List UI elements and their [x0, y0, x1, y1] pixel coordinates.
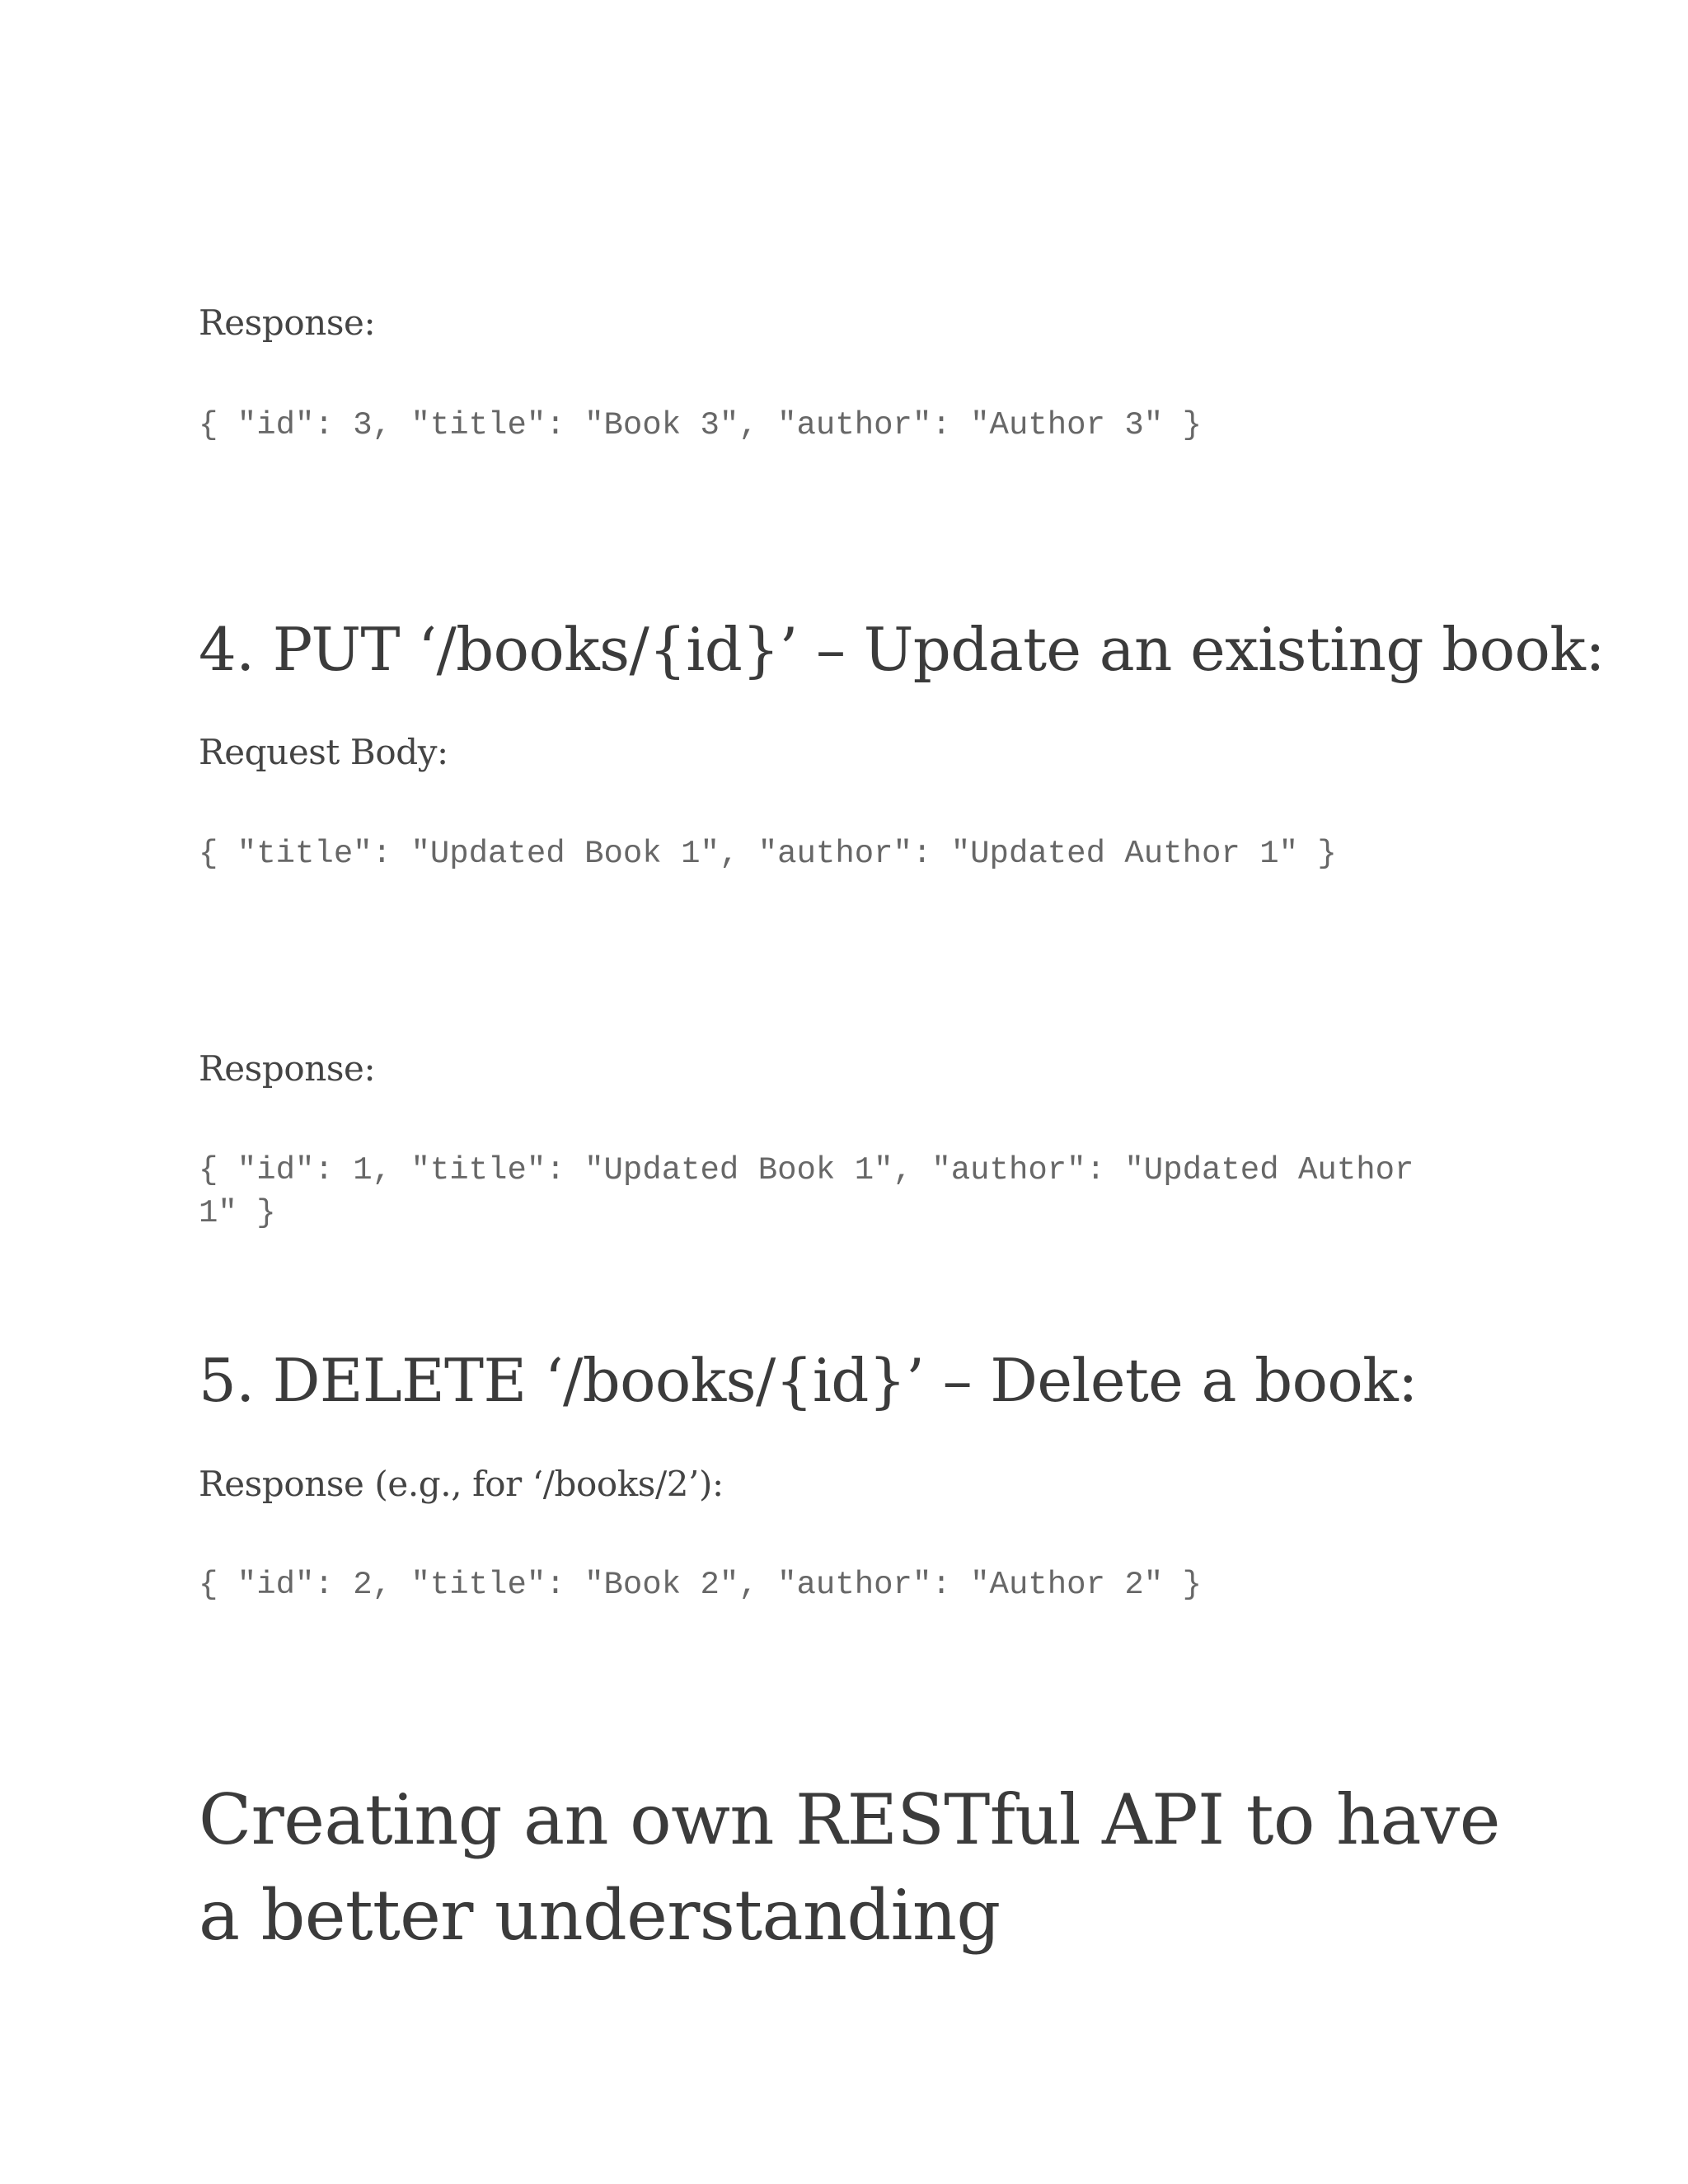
put-section-heading: 4. PUT ‘/books/{id}’ – Update an existing book: [199, 615, 1605, 684]
post-response-label: Response: [199, 302, 376, 343]
delete-section-heading: 5. DELETE ‘/books/{id}’ – Delete a book: [199, 1346, 1418, 1415]
post-response-code: { "id": 3, "title": "Book 3", "author": "Author 3" } [199, 407, 1202, 443]
put-request-body-code: { "title": "Updated Book 1", "author": "Updated Author 1" } [199, 836, 1337, 872]
put-response-code-line-1: { "id": 1, "title": "Updated Book 1", "author": "Updated Author [199, 1152, 1414, 1188]
creating-api-heading: Creating an own RESTful API to have a better understanding [199, 1779, 1500, 1956]
put-request-body-label: Request Body: [199, 732, 448, 772]
put-response-label: Response: [199, 1048, 376, 1089]
delete-response-label: Response (e.g., for ‘/books/2’): [199, 1464, 724, 1504]
delete-response-code: { "id": 2, "title": "Book 2", "author": "Author 2" } [199, 1567, 1202, 1603]
put-response-code-line-2: 1" } [199, 1195, 276, 1231]
